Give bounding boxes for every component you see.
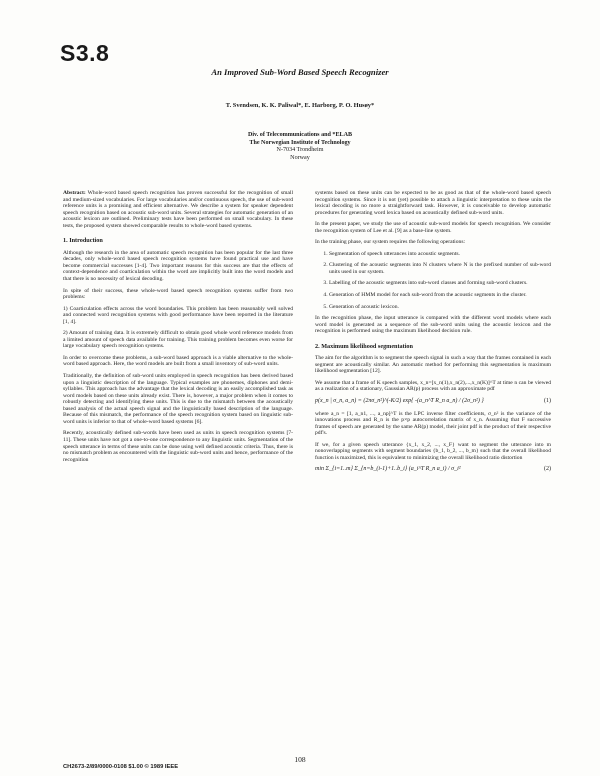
abstract <box>63 190 293 229</box>
paragraph: where a_n = [1, a_n1, ..., a_np]^T is the LPC inverse filter coefficients, σ_n² is the variance of the innovations process and R_n is the p×p autocorrelation matrix of x_n. Assuming that F successive frames of speech are generated by the same AR(p) model, their joint pdf is the product of their respective pdf's. <box>315 410 551 437</box>
training-steps-list <box>315 251 551 310</box>
affiliation-line: N-7034 Trondheim <box>276 147 324 154</box>
publication-id: CH2673-2/89/0000-0108 $1.00 © 1989 IEEE <box>63 764 179 770</box>
right-column <box>315 190 551 479</box>
abstract-label: Abstract: <box>63 190 86 196</box>
left-column <box>63 190 293 468</box>
section-heading-introduction: 1. Introduction <box>63 237 103 245</box>
affiliation-block <box>0 132 600 162</box>
paragraph: If we, for a given speech utterance {x_1, x_2, ..., x_F} want to segment the utterance into m nonoverlapping segments with segment boundaries {b_1, b_2, ..., b_m} such that the overall likelihood function is maximized, this is equivalent to minimizing the overall likelihood ratio distortion <box>315 441 551 461</box>
author-list: T. Svendsen, K. K. Paliwal*, E. Harborg, P. O. Husøy* <box>225 102 375 109</box>
paragraph: Recently, acoustically defined sub-words have been used as units in speech recognition systems [7-11]. These units have not got a one-to-one correspondence to any linguistic units. Segmentation of the speech utterance in terms of these units can be done using well defined acoustic criteria. Thus, there is no mismatch problem as encountered with the linguistic sub-word units and hence, performance of the recognition <box>63 430 293 463</box>
paragraph: systems based on these units can be expected to be as good as that of the whole-word based speech recognition systems. Since it is not (yet) possible to attach a linguistic interpretation to these units the lexical decoding is no more a straightforward task. However, it is conceivable to develop automatic procedures for generating word lexica based on acoustically defined sub-word units. <box>315 190 551 216</box>
list-item: 4. Generation of HMM model for each sub-word from the acoustic segments in the cluster. <box>329 292 551 299</box>
affiliation-line: Norway <box>290 154 310 161</box>
abstract-text: Whole-word based speech recognition has proven successful for the recognition of small and medium-sized vocabularies. For large vocabularies and/or continuous speech, the use of sub-word reference units is a promising and efficient alternative. We describe a system for speaker dependent speech recognition based on acoustic sub-word units. Several strategies for automatic generation of an acoustic lexicon are outlined. Preliminary tests have been performed on small vocabulary. In these tests, the proposed system showed comparable results to whole-word based systems. <box>63 190 293 229</box>
equation-number: (1) <box>544 398 551 405</box>
paragraph: We assume that a frame of K speech samples, x_n=[x_n(1),x_n(2),...,x_n(K)]^T at time n can be viewed as a realization of a stationary, Gaussian AR(p) process with an approximate pdf <box>315 379 551 393</box>
list-item: 5. Generation of acoustic lexicon. <box>329 304 551 311</box>
problem-item: 2) Amount of training data. It is extremely difficult to obtain good whole word reference models from a limited amount of speech data available for training. This training problem becomes even worse for large vocabulary speech recognition systems. <box>63 330 293 350</box>
problem-item: 1) Coarticulation effects across the word boundaries. This problem has been reasonably well solved and connected word recognition systems with good performance have been reported in the literature [1, 4]. <box>63 305 293 325</box>
paper-title: An Improved Sub-Word Based Speech Recognizer <box>211 67 389 77</box>
session-label: S3.8 <box>60 40 110 66</box>
equation-1 <box>315 398 551 405</box>
list-item: 2. Clustering of the acoustic segments into N clusters where N is the prefixed number of sub-word units used in our system. <box>329 262 551 275</box>
page-number: 108 <box>294 755 306 764</box>
list-item: 1. Segmentation of speech utterances into acoustic segments. <box>329 251 551 258</box>
equation-body: min Σ_{i=1..m} Σ_{n=b_(i-1)+1..b_i} (a_i^T R_n a_i) / σ_i² <box>315 466 461 473</box>
paragraph: In the training phase, our system requires the following operations: <box>315 239 466 246</box>
paragraph: In order to overcome these problems, a sub-word based approach is a viable alternative to the whole-word based approach. Here, the word models are built from a small inventory of sub-word units. <box>63 354 293 368</box>
equation-2 <box>315 466 551 473</box>
section-heading-ml-segmentation: 2. Maximum likelihood segmentation <box>315 342 413 350</box>
paragraph: In spite of their success, these whole-word based speech recognition systems suffer from two problems: <box>63 287 293 301</box>
paragraph: The aim for the algorithm is to segment the speech signal in such a way that the frames contained in each segment are acoustically similar. An automatic method for performing this segmentation is maximum likelihood segmentation [12]. <box>315 355 551 375</box>
paragraph: Although the research in the area of automatic speech recognition has been popular for the last three decades, only whole-word based speech recognition systems have found practical use and have become commercial successes [1-4]. Two important reasons for this success are that the effects of context-dependence and coarticulation within the word are implicitly built into the word models and that there is no necessity of lexical decoding. <box>63 249 293 283</box>
equation-body: p(x_n | σ_n, a_n) = (2πσ_n²)^(-K/2) exp{ -(a_n^T R_n a_n) / (2σ_n²) } <box>315 398 484 405</box>
list-item: 3. Labelling of the acoustic segments into sub-word classes and forming sub-word clusters. <box>329 280 551 287</box>
paragraph: In the recognition phase, the input utterance is compared with the different word models where each word model is generated as a sequence of the sub-word units using the acoustic lexicon and the recognition is performed using the maximum likelihood decision rule. <box>315 315 551 335</box>
paragraph: Traditionally, the definition of sub-word units employed in speech recognition has been derived based upon a linguistic description of the language. Typical examples are phonemes, diphones and demi-syllables. This approach has the advantage that the lexical decoding is an easily accomplished task as word models based on these units already exist. There is, however, a major problem when it comes to robustly detecting and identifying these units. This is due to the mismatch between the acoustically based analysis of the actual speech signal and the linguistically based description of the language. Because of this mismatch, the performance of the speech recognition system based on linguistic sub-word units is inferior to that of whole-word based systems [6]. <box>63 373 293 425</box>
affiliation-line: Div. of Telecommunications and *ELAB <box>247 132 353 138</box>
paragraph: In the present paper, we study the use of acoustic sub-word models for speech recognition. We consider the recognition system of Lee et al. [9] as a base-line system. <box>315 221 551 234</box>
affiliation-line: The Norwegian Institute of Technology <box>249 139 351 146</box>
equation-number: (2) <box>544 466 551 473</box>
